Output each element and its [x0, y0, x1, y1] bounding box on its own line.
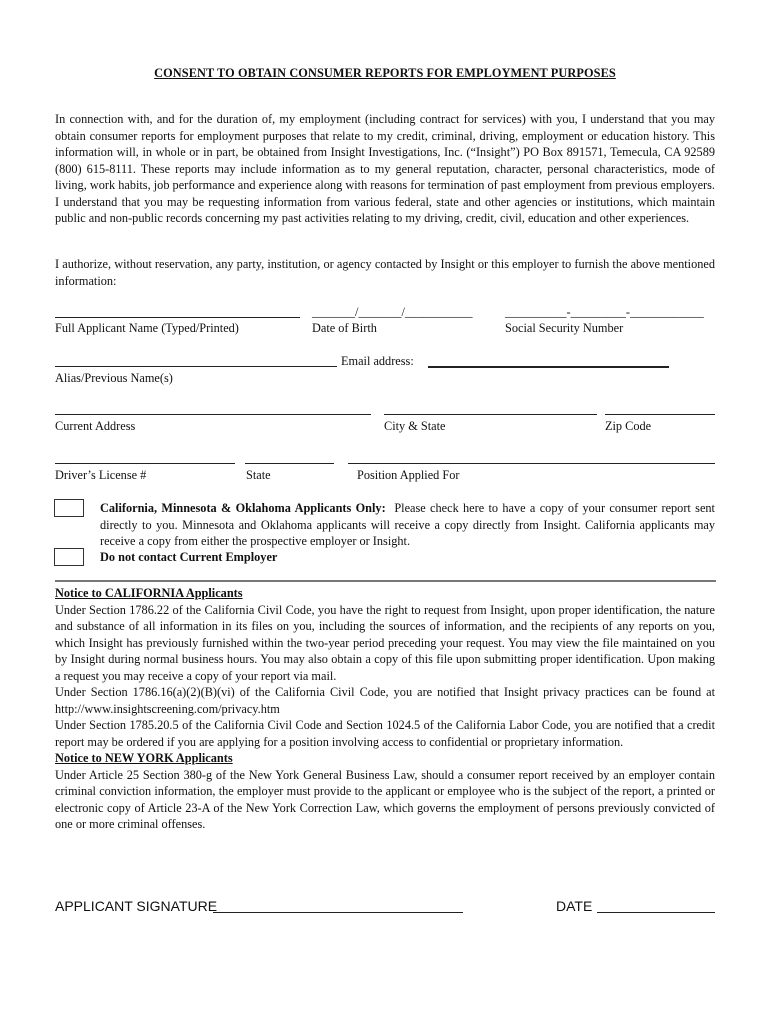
authorization-paragraph: I authorize, without reservation, any party, institution, or agency contacted by Insight or this employer to furnish the above mentioned information:: [55, 257, 715, 288]
city-state-field[interactable]: [384, 414, 597, 415]
ca-notice-heading: Notice to CALIFORNIA Applicants: [55, 586, 243, 600]
alias-label: Alias/Previous Name(s): [55, 371, 173, 385]
state-label: State: [246, 468, 271, 482]
zip-code-field[interactable]: [605, 414, 715, 415]
position-label: Position Applied For: [357, 468, 460, 482]
zip-code-label: Zip Code: [605, 419, 652, 433]
ny-notice-paragraph: Under Article 25 Section 380-g of the New York General Business Law, should a consumer report received by an employer contain criminal conviction information, the employer must provide to the applicant or employee who is the subject of the report, a printed or electronic copy of Article 23-A of the New York Correction Law, which governs the employment of persons previously convicted of one or more criminal offenses.: [55, 767, 715, 831]
ssn-label: Social Security Number: [505, 321, 624, 335]
ssn-blank[interactable]: __________-_________-____________: [505, 305, 704, 319]
current-address-label: Current Address: [55, 419, 136, 433]
ny-notice-heading: Notice to NEW YORK Applicants: [55, 751, 233, 765]
copy-report-text: [100, 500, 715, 550]
dob-label: Date of Birth: [312, 321, 377, 335]
copy-report-heading: California, Minnesota & Oklahoma Applicants Only:: [100, 501, 386, 515]
dob-blank[interactable]: _______/_______/___________: [312, 305, 473, 319]
copy-report-body: Please check here to have a copy of your consumer report sent directly to you. Minnesota and Oklahoma applicants will receive a copy directly from Insight. California applicants may receive a copy from either the prospective employer or Insight.: [100, 501, 715, 548]
drivers-license-label: Driver’s License #: [55, 468, 147, 482]
city-state-label: City & State: [384, 419, 446, 433]
applicant-signature-label: APPLICANT SIGNATURE: [55, 898, 218, 914]
applicant-signature-field[interactable]: [213, 912, 463, 913]
copy-report-checkbox[interactable]: [54, 499, 84, 517]
full-name-label: Full Applicant Name (Typed/Printed): [55, 321, 239, 335]
drivers-license-field[interactable]: [55, 463, 235, 464]
position-field[interactable]: [348, 463, 715, 464]
date-field[interactable]: [597, 912, 715, 913]
no-contact-label: Do not contact Current Employer: [100, 550, 278, 564]
intro-paragraph: In connection with, and for the duration of, my employment (including contract for services) with you, I understand that you may obtain consumer reports for employment purposes that relate to my credit, criminal, driving, employment or education history. This information will, in whole or in part, be obtained from Insight Investigations, Inc. (“Insight”) PO Box 891571, Temecula, CA 92589 (800) 615-8111. These reports may include information as to my general reputation, character, personal characteristics, mode of living, work habits, job performance and experience along with reasons for termination of past employment from previous employers. I understand that you may be requesting information from various federal, state and other agencies or institutions, which maintain public and non-public records concerning my past activities relating to my driving, credit, civil, education and other experiences.: [55, 112, 715, 225]
ca-notice-paragraph-2: Under Section 1786.16(a)(2)(B)(vi) of the California Civil Code, you are notified that Insight privacy practices can be found at http://www.insightscreening.com/privacy.htm: [55, 685, 715, 716]
alias-field[interactable]: [55, 366, 337, 367]
notices-section: [55, 585, 715, 833]
full-name-field[interactable]: [55, 317, 300, 318]
ca-notice-paragraph-3: Under Section 1785.20.5 of the California Civil Code and Section 1024.5 of the California Labor Code, you are notified that a credit report may be ordered if you are applying for a position involving access to confidential or proprietary information.: [55, 718, 715, 749]
email-label: Email address:: [341, 354, 414, 368]
current-address-field[interactable]: [55, 414, 371, 415]
section-divider: [55, 580, 716, 582]
email-field[interactable]: [428, 366, 669, 368]
form-title: CONSENT TO OBTAIN CONSUMER REPORTS FOR EMPLOYMENT PURPOSES: [154, 66, 616, 80]
ca-notice-paragraph-1: Under Section 1786.22 of the California Civil Code, you have the right to request from Insight, upon proper identification, the nature and substance of all information in its files on you, including the sources of information, and the recipients of any reports on you, which Insight has previously furnished within the two-year period preceding your request. You may view the file maintained on you by Insight during normal business hours. You may also obtain a copy of this file upon submitting proper identification. Upon making a request you may receive a copy of your report via mail.: [55, 602, 715, 683]
no-contact-checkbox[interactable]: [54, 548, 84, 566]
state-field[interactable]: [245, 463, 334, 464]
date-label: DATE: [556, 898, 593, 914]
